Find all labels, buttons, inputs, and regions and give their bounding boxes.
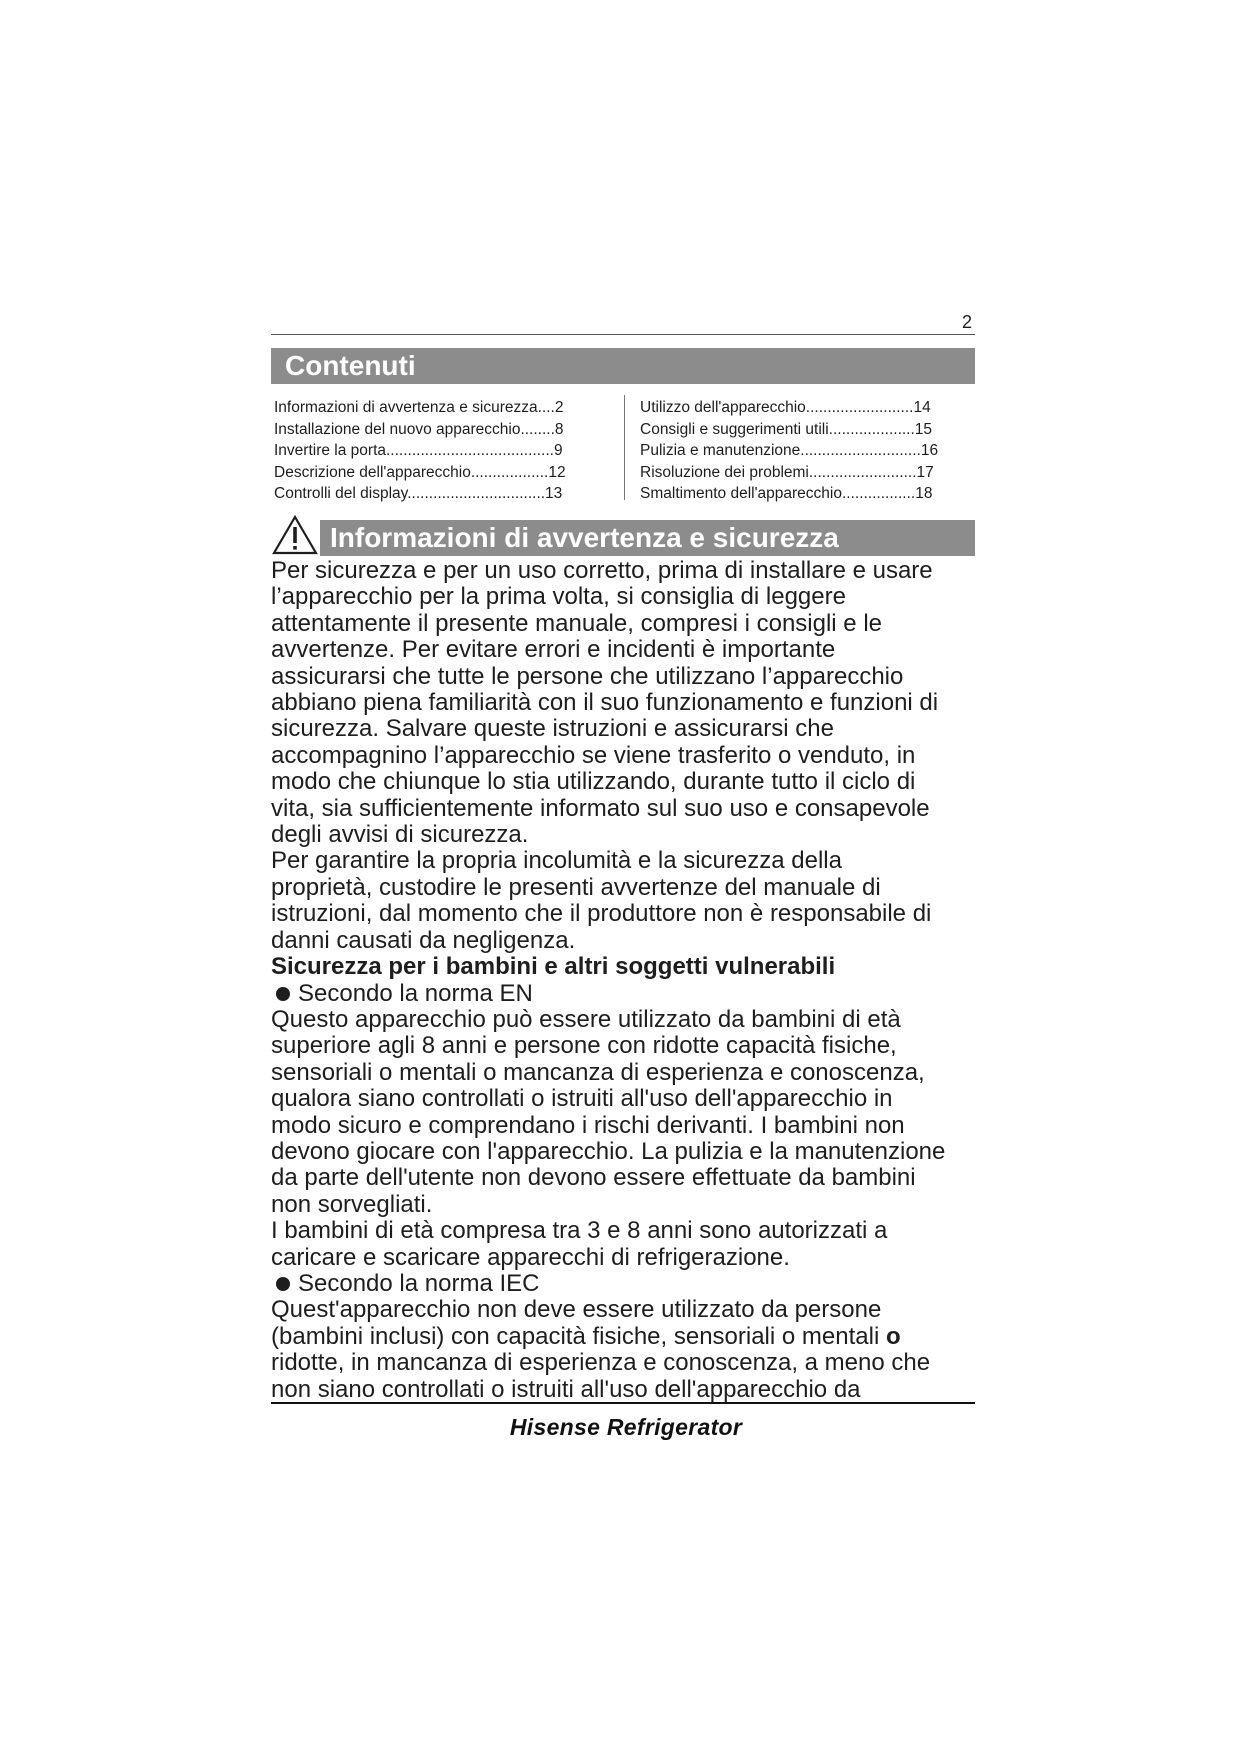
brand-text: Hisense Refrigerator — [509, 1414, 743, 1440]
text-line: qualora siano controllati o istruiti all'uso dell'apparecchio in — [271, 1085, 893, 1113]
text-line — [271, 1324, 991, 1350]
children-safety-subheading: Sicurezza per i bambini e altri soggetti vulnerabili — [271, 953, 836, 981]
text-line: modo sicuro e comprendano i rischi derivanti. I bambini non — [271, 1111, 905, 1139]
text-line: da parte dell'utente non devono essere effettuate da bambini — [271, 1164, 916, 1192]
text-line: Quest'apparecchio non deve essere utilizzato da persone — [271, 1296, 882, 1324]
text-line: sensoriali o mentali o mancanza di esperienza e conoscenza, — [271, 1058, 925, 1086]
page-number: 2 — [962, 312, 973, 332]
brand-footer — [0, 1414, 1240, 1441]
text-span: (bambini inclusi) con capacità fisiche, sensoriali o mentali — [271, 1322, 886, 1350]
text-line: modo che chiunque lo stia utilizzando, durante tutto il ciclo di — [271, 768, 916, 796]
text-line: attentamente il presente manuale, compresi i consigli e le — [271, 609, 882, 637]
bullet-iec — [271, 1271, 991, 1297]
text-line: degli avvisi di sicurezza. — [271, 821, 529, 849]
text-line: non siano controllati o istruiti all'uso dell'apparecchio da — [271, 1375, 861, 1403]
toc-item[interactable]: Pulizia e manutenzione............................16 — [640, 442, 939, 459]
toc-item[interactable]: Controlli del display................................13 — [274, 485, 563, 502]
toc-item[interactable]: Risoluzione dei problemi.........................17 — [640, 463, 934, 481]
bold-word: o — [885, 1322, 901, 1350]
text-line: accompagnino l’apparecchio se viene trasferito o venduto, in — [271, 741, 916, 769]
bullet-label: Secondo la norma IEC — [298, 1269, 540, 1297]
toc-right-column — [640, 397, 974, 505]
toc-item[interactable]: Smaltimento dell'apparecchio.................18 — [640, 485, 933, 502]
text-line: abbiano piena familiarità con il suo funzionamento e funzioni di — [271, 689, 939, 717]
bullet-en — [271, 981, 991, 1007]
toc-item[interactable]: Informazioni di avvertenza e sicurezza....2 — [274, 399, 564, 416]
bullet-dot-icon — [276, 1277, 290, 1291]
toc-left-column — [274, 397, 608, 505]
bottom-rule — [271, 1402, 975, 1404]
text-line: assicurarsi che tutte le persone che utilizzano l’apparecchio — [271, 662, 904, 690]
text-line: devono giocare con l'apparecchio. La pulizia e la manutenzione — [271, 1137, 946, 1165]
toc-divider — [624, 395, 625, 500]
bullet-label: Secondo la norma EN — [298, 979, 533, 1007]
text-line: I bambini di età compresa tra 3 e 8 anni sono autorizzati a — [271, 1217, 888, 1245]
text-line: superiore agli 8 anni e persone con ridotte capacità fisiche, — [271, 1032, 897, 1060]
text-line: l’apparecchio per la prima volta, si consiglia di leggere — [271, 583, 846, 611]
warning-triangle-icon — [271, 515, 319, 555]
text-line: non sorvegliati. — [271, 1190, 433, 1218]
text-line: istruzioni, dal momento che il produttore non è responsabile di — [271, 900, 932, 928]
text-line: vita, sia sufficientemente informato sul suo uso e consapevole — [271, 794, 930, 822]
toc-item[interactable]: Descrizione dell'apparecchio..................12 — [274, 463, 566, 481]
warning-section-heading: Informazioni di avvertenza e sicurezza — [320, 520, 975, 556]
text-line: Per garantire la propria incolumità e la sicurezza della — [271, 847, 842, 875]
toc-item[interactable]: Utilizzo dell'apparecchio.........................14 — [640, 399, 931, 416]
toc-item[interactable]: Consigli e suggerimenti utili....................15 — [640, 420, 933, 438]
text-line: caricare e scaricare apparecchi di refrigerazione. — [271, 1243, 790, 1271]
contents-heading: Contenuti — [271, 348, 975, 384]
text-line: sicurezza. Salvare queste istruzioni e assicurarsi che — [271, 715, 834, 743]
text-line: avvertenze. Per evitare errori e incidenti è importante — [271, 636, 836, 664]
text-line: proprietà, custodire le presenti avvertenze del manuale di — [271, 873, 881, 901]
toc-item[interactable]: Invertire la porta.......................................9 — [274, 442, 563, 459]
text-line: Questo apparecchio può essere utilizzato da bambini di età — [271, 1005, 901, 1033]
text-line: Per sicurezza e per un uso corretto, prima di installare e usare — [271, 557, 933, 584]
safety-body — [271, 558, 991, 1403]
toc-item[interactable]: Installazione del nuovo apparecchio........8 — [274, 420, 564, 438]
text-line: ridotte, in mancanza di esperienza e conoscenza, a meno che — [271, 1349, 931, 1377]
text-line: danni causati da negligenza. — [271, 926, 576, 954]
top-rule — [271, 334, 975, 335]
bullet-dot-icon — [276, 987, 290, 1001]
